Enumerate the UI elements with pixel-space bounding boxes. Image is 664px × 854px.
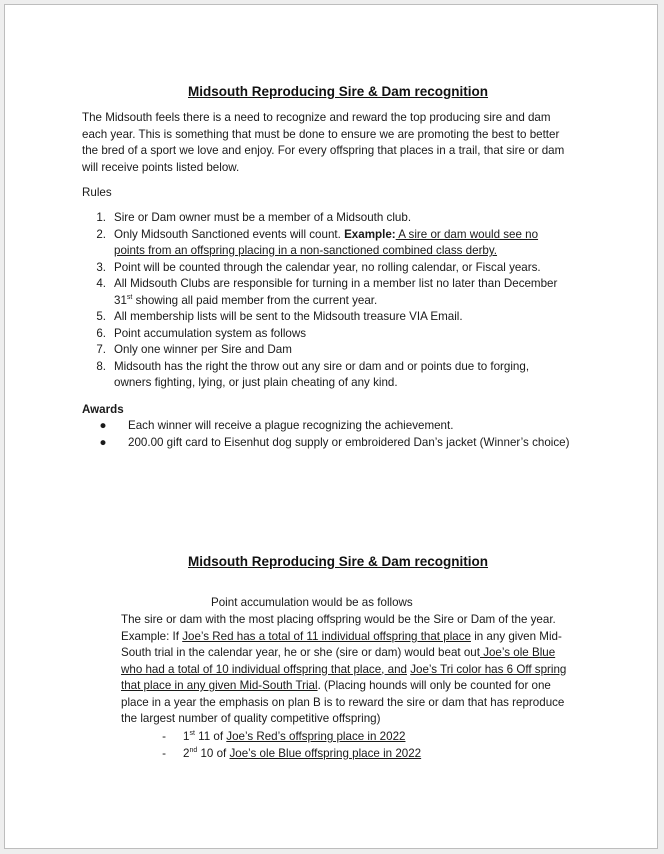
rule-item: 5. All membership lists will be sent to the Midsouth treasure VIA Email. (96, 310, 463, 323)
rule-item: 3. Point will be counted through the calendar year, no rolling calendar, or Fiscal years. (96, 260, 541, 274)
rule-item-continuation: 31st showing all paid member from the current year. (114, 293, 378, 307)
result-item: - 2nd 10 of Joe’s ole Blue offspring place in 2022 (159, 746, 421, 763)
rules-heading: Rules (82, 186, 112, 199)
section2-title: Midsouth Reproducing Sire & Dam recognition (188, 554, 489, 569)
body-line: South trial in the calendar year, he or she (sire or dam) would beat out Joe’s ole Blue (121, 646, 556, 659)
bullet-icon: ● (99, 435, 107, 449)
intro-line: each year. This is something that must be done to ensure we are promoting the best to better (82, 127, 560, 141)
section1-title: Midsouth Reproducing Sire & Dam recognition (188, 84, 489, 99)
intro-line: the bred of a sport we love and enjoy. For every offspring that places in a trail, that sire or dam (82, 144, 565, 157)
body-line: the largest number of quality competitive offspring) (121, 712, 381, 725)
body-line: The sire or dam with the most placing offspring would be the Sire or Dam of the year. (121, 613, 556, 626)
intro-line: will receive points listed below. (82, 160, 240, 174)
award-item: ● 200.00 gift card to Eisenhut dog supply or embroidered Dan’s jacket (Winner’s choice) (96, 435, 569, 452)
body-line: who had a total of 10 individual offspring that place, and Joe’s Tri color has 6 Off spring (121, 662, 567, 676)
body-line: Example: If Joe’s Red has a total of 11 individual offspring that place in any given Mid- (121, 629, 562, 643)
section2-body (121, 612, 566, 728)
body-line: that place in any given Mid-South Trial. (Placing hounds will only be counted for one (121, 679, 551, 692)
results-list (159, 729, 421, 762)
section1-intro (82, 110, 564, 176)
rule-item: 1. Sire or Dam owner must be a member of a Midsouth club. (96, 211, 412, 224)
rules-list (84, 210, 557, 392)
rule-item: 4. All Midsouth Clubs are responsible for turning in a member list no later than December (96, 277, 558, 290)
dash-icon: - (162, 730, 166, 743)
rule-item: 6. Point accumulation system as follows (96, 326, 307, 340)
document-page (4, 4, 658, 849)
body-line: place in a year the emphasis on plan B is to reward the sire or dam that has reproduce (121, 695, 565, 709)
rule-item-continuation: owners fighting, lying, or just plain cheating of any kind. (114, 376, 398, 389)
section2-subheading: Point accumulation would be as follows (211, 596, 413, 609)
rule-item: 2. Only Midsouth Sanctioned events will count. Example: A sire or dam would see no (96, 227, 539, 241)
rule-item: 8. Midsouth has the right the throw out any sire or dam and or points due to forging, (96, 359, 530, 373)
dash-icon: - (162, 746, 166, 760)
awards-list (96, 418, 569, 451)
rule-item: 7. Only one winner per Sire and Dam (96, 343, 292, 356)
bullet-icon: ● (99, 419, 107, 432)
award-item: ● Each winner will receive a plague recognizing the achievement. (96, 418, 569, 435)
awards-heading: Awards (82, 403, 124, 416)
intro-line: The Midsouth feels there is a need to recognize and reward the top producing sire and dam (82, 111, 551, 124)
result-item: - 1st 11 of Joe’s Red’s offspring place in 2022 (159, 729, 421, 746)
rule-item-continuation: points from an offspring placing in a non-sanctioned combined class derby. (114, 244, 498, 257)
